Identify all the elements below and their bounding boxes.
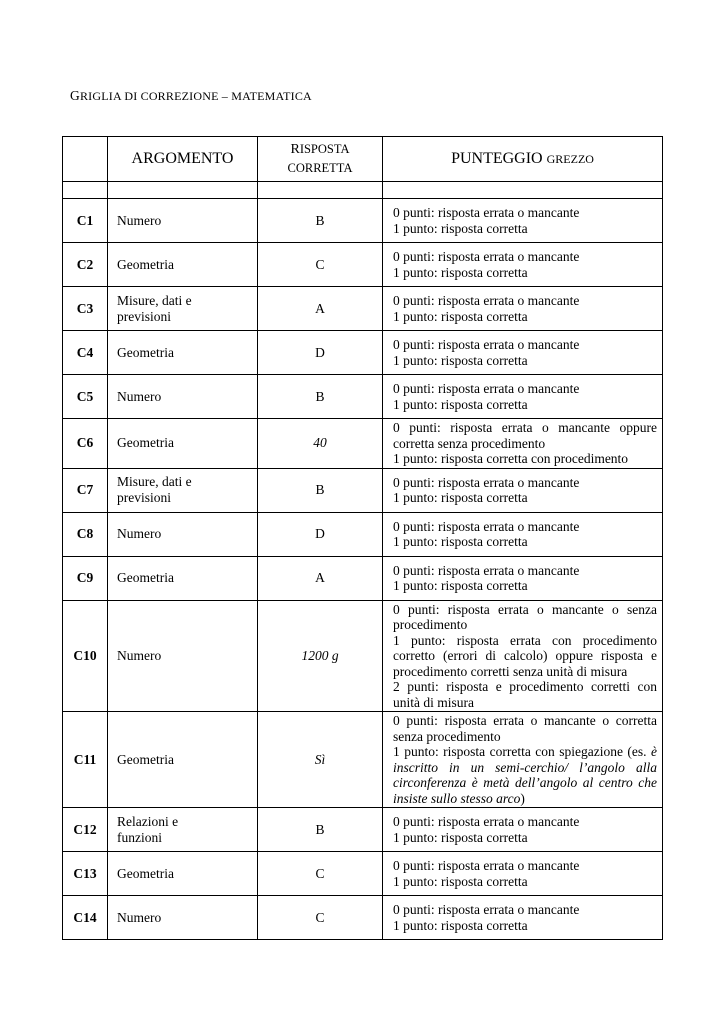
title-part-2: MATEMATICA (231, 89, 312, 103)
question-code: C5 (63, 375, 108, 419)
risposta-cell: D (258, 331, 383, 375)
table-row (63, 512, 663, 556)
punteggio-cell (383, 331, 663, 375)
header-risposta-corretta (258, 137, 383, 182)
punteggio-line: 1 punto: risposta corretta (393, 490, 528, 505)
title-part-1: RIGLIA DI CORREZIONE (79, 89, 219, 103)
punteggio-line: 1 punto: risposta corretta (393, 873, 528, 889)
argomento-cell: Numero (108, 600, 258, 712)
spacer-cell (108, 182, 258, 199)
table-row (63, 375, 663, 419)
question-code: C3 (63, 287, 108, 331)
punteggio-line (393, 744, 657, 806)
risposta-cell: B (258, 808, 383, 852)
argomento-cell: Geometria (108, 852, 258, 896)
argomento-cell: Misure, dati e previsioni (108, 287, 258, 331)
punteggio-example-italic: è inscritto in un semi-cerchio/ l’angolo alla circonferenza è metà dell’angolo al centro che insiste sullo stesso arco (393, 744, 657, 806)
question-code: C1 (63, 199, 108, 243)
punteggio-line: 0 punti: risposta errata o mancante oppure corretta senza procedimento (393, 420, 657, 451)
question-code: C12 (63, 808, 108, 852)
punteggio-cell (383, 243, 663, 287)
argomento-cell: Relazioni e funzioni (108, 808, 258, 852)
argomento-cell: Misure, dati e previsioni (108, 468, 258, 512)
punteggio-line: 0 punti: risposta errata o mancante (393, 293, 580, 308)
punteggio-cell (383, 375, 663, 419)
table-spacer-row (63, 182, 663, 199)
question-code: C8 (63, 512, 108, 556)
table-row (63, 556, 663, 600)
table-row (63, 331, 663, 375)
argomento-cell: Numero (108, 199, 258, 243)
punteggio-line: 0 punti: risposta errata o mancante (393, 858, 580, 873)
spacer-cell (383, 182, 663, 199)
punteggio-line: 0 punti: risposta errata o mancante (393, 205, 580, 220)
risposta-cell: B (258, 468, 383, 512)
question-code: C2 (63, 243, 108, 287)
table-row (63, 243, 663, 287)
correction-grid-table (62, 136, 663, 940)
table-row (63, 896, 663, 940)
risposta-cell: C (258, 243, 383, 287)
punteggio-line: 1 punto: risposta corretta (393, 534, 528, 549)
punteggio-line: 1 punto: risposta corretta (393, 264, 528, 280)
risposta-cell: Sì (258, 712, 383, 808)
question-code: C4 (63, 331, 108, 375)
punteggio-line: 1 punto: risposta corretta (393, 829, 528, 845)
argomento-cell: Geometria (108, 419, 258, 469)
punteggio-cell (383, 852, 663, 896)
page-title (70, 88, 312, 104)
punteggio-cell (383, 808, 663, 852)
header-grezzo: GREZZO (546, 152, 594, 166)
table-header-row (63, 137, 663, 182)
table-row (63, 808, 663, 852)
punteggio-line: 0 punti: risposta errata o mancante (393, 518, 580, 534)
spacer-cell (258, 182, 383, 199)
header-corretta: CORRETTA (287, 161, 353, 175)
punteggio-cell (383, 556, 663, 600)
table-row (63, 712, 663, 808)
punteggio-cell (383, 419, 663, 469)
punteggio-line: 1 punto: risposta corretta (393, 578, 528, 593)
punteggio-cell (383, 896, 663, 940)
argomento-cell: Numero (108, 375, 258, 419)
argomento-cell: Geometria (108, 243, 258, 287)
argomento-cell: Geometria (108, 712, 258, 808)
title-initial: G (70, 88, 80, 103)
risposta-cell: A (258, 556, 383, 600)
argomento-cell: Geometria (108, 556, 258, 600)
table-row (63, 600, 663, 712)
punteggio-line: 0 punti: risposta errata o mancante (393, 474, 580, 490)
punteggio-cell (383, 512, 663, 556)
risposta-cell: A (258, 287, 383, 331)
punteggio-line-prefix: 1 punto: risposta corretta con spiegazione (es. (393, 744, 651, 759)
table-row (63, 287, 663, 331)
question-code: C6 (63, 419, 108, 469)
title-dash: – (218, 89, 232, 103)
punteggio-line: 0 punti: risposta errata o mancante (393, 249, 580, 264)
risposta-cell: B (258, 199, 383, 243)
punteggio-line: 0 punti: risposta errata o mancante (393, 337, 580, 352)
punteggio-line: 0 punti: risposta errata o mancante (393, 562, 580, 578)
header-risposta-initial: R (290, 142, 300, 157)
table-row (63, 199, 663, 243)
risposta-cell: 40 (258, 419, 383, 469)
risposta-cell: D (258, 512, 383, 556)
punteggio-line-suffix: ) (520, 790, 525, 806)
punteggio-line: 0 punti: risposta errata o mancante o senza procedimento (393, 601, 657, 632)
punteggio-cell (383, 199, 663, 243)
punteggio-line: 0 punti: risposta errata o mancante (393, 902, 580, 917)
punteggio-cell (383, 712, 663, 808)
argomento-cell: Geometria (108, 331, 258, 375)
question-code: C10 (63, 600, 108, 712)
table-row (63, 419, 663, 469)
question-code: C14 (63, 896, 108, 940)
header-punteggio-grezzo (383, 137, 663, 182)
punteggio-line: 2 punti: risposta e procedimento corretti con unità di misura (393, 679, 657, 710)
header-argomento: ARGOMENTO (108, 137, 258, 182)
risposta-cell: 1200 g (258, 600, 383, 712)
question-code: C13 (63, 852, 108, 896)
punteggio-line: 0 punti: risposta errata o mancante o corretta senza procedimento (393, 713, 657, 744)
table-row (63, 468, 663, 512)
header-code-cell (63, 137, 108, 182)
punteggio-line: 0 punti: risposta errata o mancante (393, 381, 580, 396)
argomento-cell: Numero (108, 512, 258, 556)
question-code: C9 (63, 556, 108, 600)
punteggio-line: 1 punto: risposta corretta (393, 220, 528, 236)
question-code: C7 (63, 468, 108, 512)
spacer-cell (63, 182, 108, 199)
punteggio-line: 1 punto: risposta corretta (393, 396, 528, 412)
punteggio-line: 1 punto: risposta corretta (393, 917, 528, 933)
punteggio-line: 1 punto: risposta errata con procedimento corretto (errori di calcolo) oppure risposta e procedimento corretti senza unità di misura (393, 632, 657, 679)
question-code: C11 (63, 712, 108, 808)
punteggio-cell (383, 600, 663, 712)
punteggio-line: 1 punto: risposta corretta (393, 308, 528, 324)
punteggio-line: 1 punto: risposta corretta (393, 352, 528, 368)
argomento-cell: Numero (108, 896, 258, 940)
table-row (63, 852, 663, 896)
punteggio-line: 0 punti: risposta errata o mancante (393, 814, 580, 829)
risposta-cell: C (258, 896, 383, 940)
punteggio-line: 1 punto: risposta corretta con procedimento (393, 451, 629, 466)
punteggio-cell (383, 468, 663, 512)
header-punteggio: PUNTEGGIO (451, 150, 543, 167)
header-risposta-rest: ISPOSTA (299, 142, 350, 156)
risposta-cell: C (258, 852, 383, 896)
punteggio-cell (383, 287, 663, 331)
risposta-cell: B (258, 375, 383, 419)
